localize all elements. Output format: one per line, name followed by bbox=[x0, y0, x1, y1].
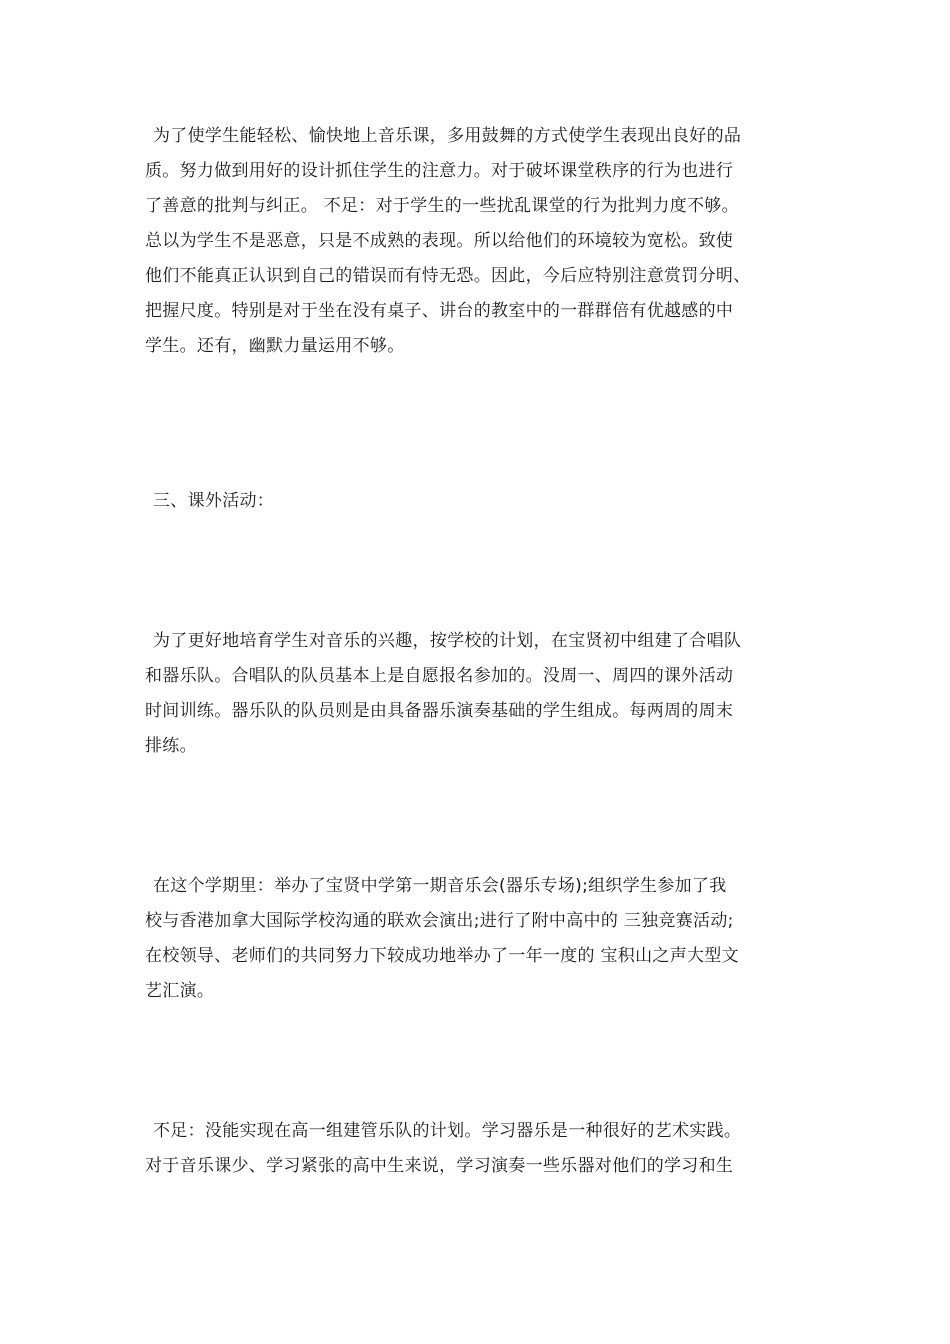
text-line: 了善意的批判与纠正。 不足：对于学生的一些扰乱课堂的行为批判力度不够。 bbox=[145, 196, 739, 216]
text-line: 为了更好地培育学生对音乐的兴趣，按学校的计划，在宝贤初中组建了合唱队 bbox=[153, 631, 742, 651]
section-heading-extracurricular bbox=[153, 484, 818, 519]
text-line: 排练。 bbox=[145, 736, 197, 756]
paragraph-shortcomings bbox=[145, 1114, 810, 1184]
text-line: 和器乐队。合唱队的队员基本上是自愿报名参加的。没周一、周四的课外活动 bbox=[145, 666, 734, 686]
text-line: 校与香港加拿大国际学校沟通的联欢会演出;进行了附中高中的 三独竞赛活动; bbox=[145, 911, 734, 931]
text-line: 他们不能真正认识到自己的错误而有恃无恐。因此，今后应特别注意赏罚分明、 bbox=[145, 266, 751, 286]
text-line: 质。努力做到用好的设计抓住学生的注意力。对于破坏课堂秩序的行为也进行 bbox=[145, 161, 734, 181]
text-line: 时间训练。器乐队的队员则是由具备器乐演奏基础的学生组成。每两周的周末 bbox=[145, 701, 734, 721]
text-line: 艺汇演。 bbox=[145, 981, 215, 1001]
paragraph-classroom-discipline bbox=[145, 119, 810, 364]
paragraph-semester-events bbox=[145, 869, 810, 1009]
text-line: 在校领导、老师们的共同努力下较成功地举办了一年一度的 宝积山之声大型文 bbox=[145, 946, 739, 966]
text-line: 学生。还有，幽默力量运用不够。 bbox=[145, 336, 405, 356]
text-line: 对于音乐课少、学习紧张的高中生来说，学习演奏一些乐器对他们的学习和生 bbox=[145, 1156, 734, 1176]
text-line: 不足：没能实现在高一组建管乐队的计划。学习器乐是一种很好的艺术实践。 bbox=[153, 1121, 742, 1141]
text-line: 在这个学期里：举办了宝贤中学第一期音乐会(器乐专场);组织学生参加了我 bbox=[153, 876, 727, 896]
paragraph-choir-band bbox=[145, 624, 810, 764]
text-line: 总以为学生不是恶意，只是不成熟的表现。所以给他们的环境较为宽松。致使 bbox=[145, 231, 734, 251]
text-line: 把握尺度。特别是对于坐在没有桌子、讲台的教室中的一群群倍有优越感的中 bbox=[145, 301, 734, 321]
text-line: 为了使学生能轻松、愉快地上音乐课，多用鼓舞的方式使学生表现出良好的品 bbox=[153, 126, 742, 146]
heading-text: 三、课外活动： bbox=[153, 491, 275, 511]
